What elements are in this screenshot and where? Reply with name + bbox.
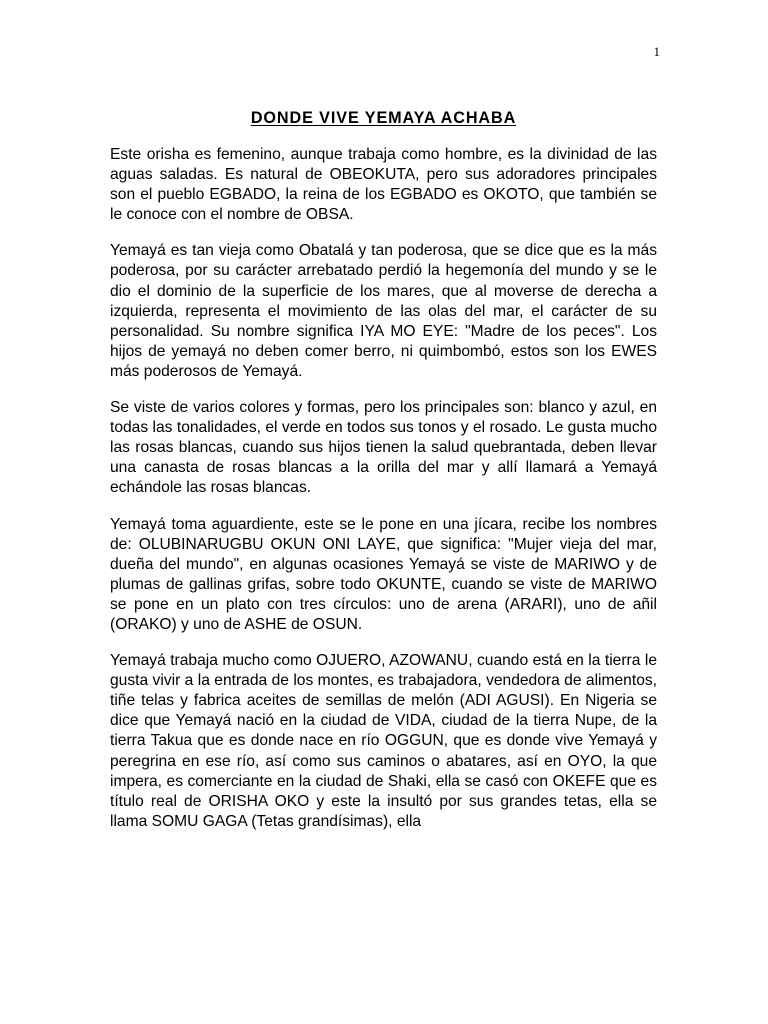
paragraph-2: Yemayá es tan vieja como Obatalá y tan poderosa, que se dice que es la más poderosa, por su carácter arrebatado perdió la hegemonía del mundo y se le dio el dominio de la superficie de los mares, que al moverse de derecha a izquierda, representa el movimiento de las olas del mar, el carácter de su personalidad. Su nombre significa IYA MO EYE: "Madre de los peces". Los hijos de yemayá no deben comer berro, ni quimbombó, estos son los EWES más poderosos de Yemayá. [110, 242, 657, 380]
document-title: DONDE VIVE YEMAYA ACHABA [250, 109, 517, 127]
paragraph-1: Este orisha es femenino, aunque trabaja como hombre, es la divinidad de las aguas saladas. Es natural de OBEOKUTA, pero sus adoradores principales son el pueblo EGBADO, la reina de los EGBADO es OKOTO, que también se le conoce con el nombre de OBSA. [110, 146, 657, 224]
paragraph-3: Se viste de varios colores y formas, pero los principales son: blanco y azul, en todas las tonalidades, el verde en todos sus tonos y el rosado. Le gusta mucho las rosas blancas, cuando sus hijos tienen la salud quebrantada, deben llevar una canasta de rosas blancas a la orilla del mar y allí llamará a Yemayá echándole las rosas blancas. [110, 399, 657, 497]
paragraph-5: Yemayá trabaja mucho como OJUERO, AZOWANU, cuando está en la tierra le gusta vivir a la entrada de los montes, es trabajadora, vendedora de alimentos, tiñe telas y fabrica aceites de semillas de melón (ADI AGUSI). En Nigeria se dice que Yemayá nació en la ciudad de VIDA, ciudad de la tierra Nupe, de la tierra Takua que es donde nace en río OGGUN, que es donde vive Yemayá y peregrina en ese río, así como sus caminos o abatares, así en OYO, la que impera, es comerciante en la ciudad de Shaki, ella se casó con OKEFE que es título real de ORISHA OKO y este la insultó por sus grandes tetas, ella se llama SOMU GAGA (Tetas grandísimas), ella [110, 652, 657, 830]
paragraph-4: Yemayá toma aguardiente, este se le pone en una jícara, recibe los nombres de: OLUBINARUGBU OKUN ONI LAYE, que significa: "Mujer vieja del mar, dueña del mundo", en algunas ocasiones Yemayá se viste de MARIWO y de plumas de gallinas grifas, sobre todo OKUNTE, cuando se viste de MARIWO se pone en un plato con tres círculos: uno de arena (ARARI), uno de añil (ORAKO) y uno de ASHE de OSUN. [110, 515, 657, 633]
document-body [110, 145, 657, 848]
page-number: 1 [653, 44, 660, 59]
